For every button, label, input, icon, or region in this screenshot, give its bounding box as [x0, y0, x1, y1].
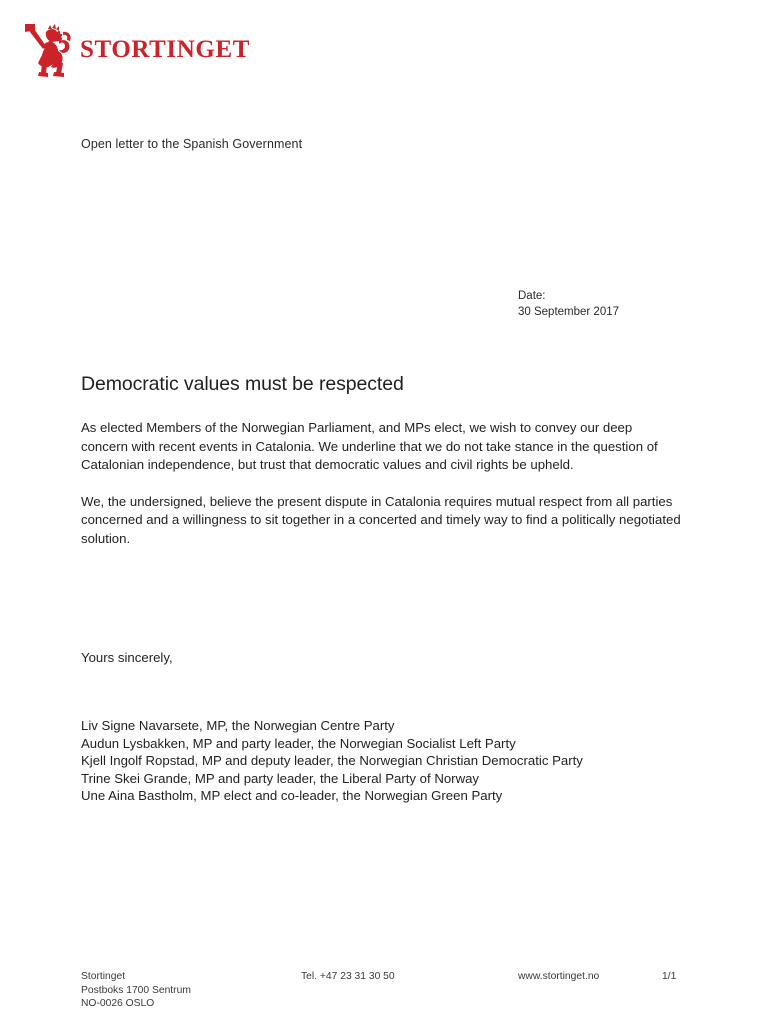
- footer-org: Stortinget: [81, 971, 126, 982]
- footer-city: NO-0026 OSLO: [81, 998, 155, 1009]
- closing-line: Yours sincerely,: [81, 650, 173, 665]
- footer-website-value[interactable]: www.stortinget.no: [518, 971, 600, 982]
- signatory-list: [81, 717, 583, 805]
- letterhead: [22, 22, 250, 80]
- page-footer: [0, 970, 760, 1026]
- list-item: Liv Signe Navarsete, MP, the Norwegian Centre Party: [81, 718, 395, 733]
- list-item: Trine Skei Grande, MP and party leader, the Liberal Party of Norway: [81, 770, 480, 786]
- body-paragraph-1: As elected Members of the Norwegian Parliament, and MPs elect, we wish to convey our deep concern with recent events in Catalonia. We underline that we do not take stance in the question of Catalonian independence, but trust that democratic values and civil rights be upheld.: [81, 420, 658, 472]
- footer-page-number: [662, 970, 676, 984]
- date-value: 30 September 2017: [518, 306, 620, 318]
- letter-body: [81, 419, 681, 566]
- date-label: Date:: [518, 290, 546, 302]
- footer-page-number-value: 1/1: [662, 971, 677, 982]
- body-paragraph-2: We, the undersigned, believe the present dispute in Catalonia requires mutual respect from all parties concerned and a willingness to sit together in a concerted and timely way to find a politically negotiated solution.: [81, 493, 681, 546]
- footer-website[interactable]: [518, 970, 599, 984]
- list-item: Kjell Ingolf Ropstad, MP and deputy leader, the Norwegian Christian Democratic Party: [81, 753, 583, 768]
- norwegian-lion-rampant-icon: [22, 22, 72, 80]
- list-item: Une Aina Bastholm, MP elect and co-leader, the Norwegian Green Party: [81, 788, 503, 803]
- footer-po-box: Postboks 1700 Sentrum: [81, 984, 191, 996]
- footer-phone: [301, 970, 395, 984]
- list-item: Audun Lysbakken, MP and party leader, the Norwegian Socialist Left Party: [81, 735, 516, 751]
- document-title: Democratic values must be respected: [81, 373, 404, 395]
- subject-line: Open letter to the Spanish Government: [81, 137, 303, 151]
- footer-address: [81, 970, 191, 1011]
- date-block: [518, 288, 619, 320]
- footer-phone-value: Tel. +47 23 31 30 50: [301, 971, 395, 982]
- stortinget-wordmark: STORTINGET: [80, 35, 251, 63]
